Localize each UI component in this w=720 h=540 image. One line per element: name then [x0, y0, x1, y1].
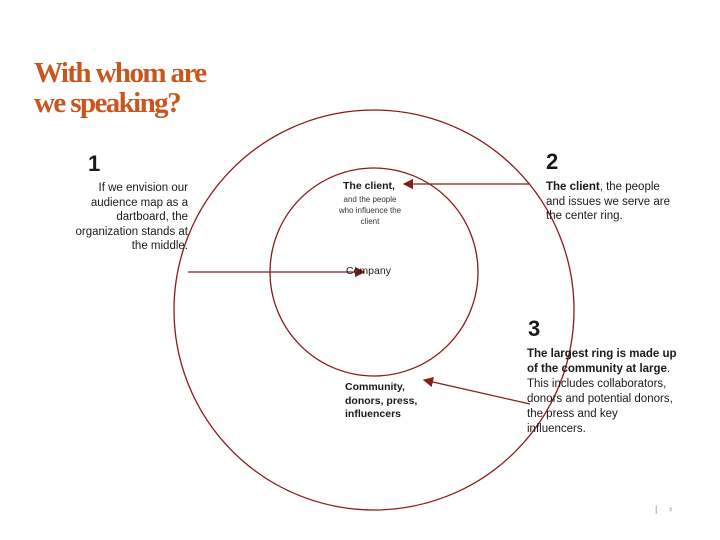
page-number: ะ	[669, 506, 673, 513]
client-sublabel: and the people who influence the client	[338, 195, 402, 226]
section-2-rest: , the people and issues we serve are the center ring.	[546, 181, 671, 222]
section-2-text	[546, 180, 676, 224]
community-label: Community, donors, press, influencers	[345, 381, 418, 420]
page-title: With whom are we speaking?	[34, 57, 206, 119]
section-3-number: 3	[528, 316, 541, 341]
section-1-number: 1	[88, 151, 101, 176]
outer-ring	[174, 110, 574, 510]
section-2-number: 2	[546, 149, 559, 174]
section-2-bold: The client	[546, 181, 600, 193]
section-3-bold: The largest ring is made up of the community at large	[527, 348, 677, 375]
section-1-text: If we envision our audience map as a dartboard, the organization stands at the middle.	[75, 182, 188, 252]
footer-divider: |	[655, 504, 658, 514]
section-3-text	[527, 347, 677, 437]
company-label: Company	[346, 265, 391, 277]
section-3-rest: . This includes collaborators, donors and potential donors, the press and key influencers.	[527, 363, 673, 435]
arrow-community	[424, 380, 530, 404]
client-label: The client,	[343, 180, 395, 192]
